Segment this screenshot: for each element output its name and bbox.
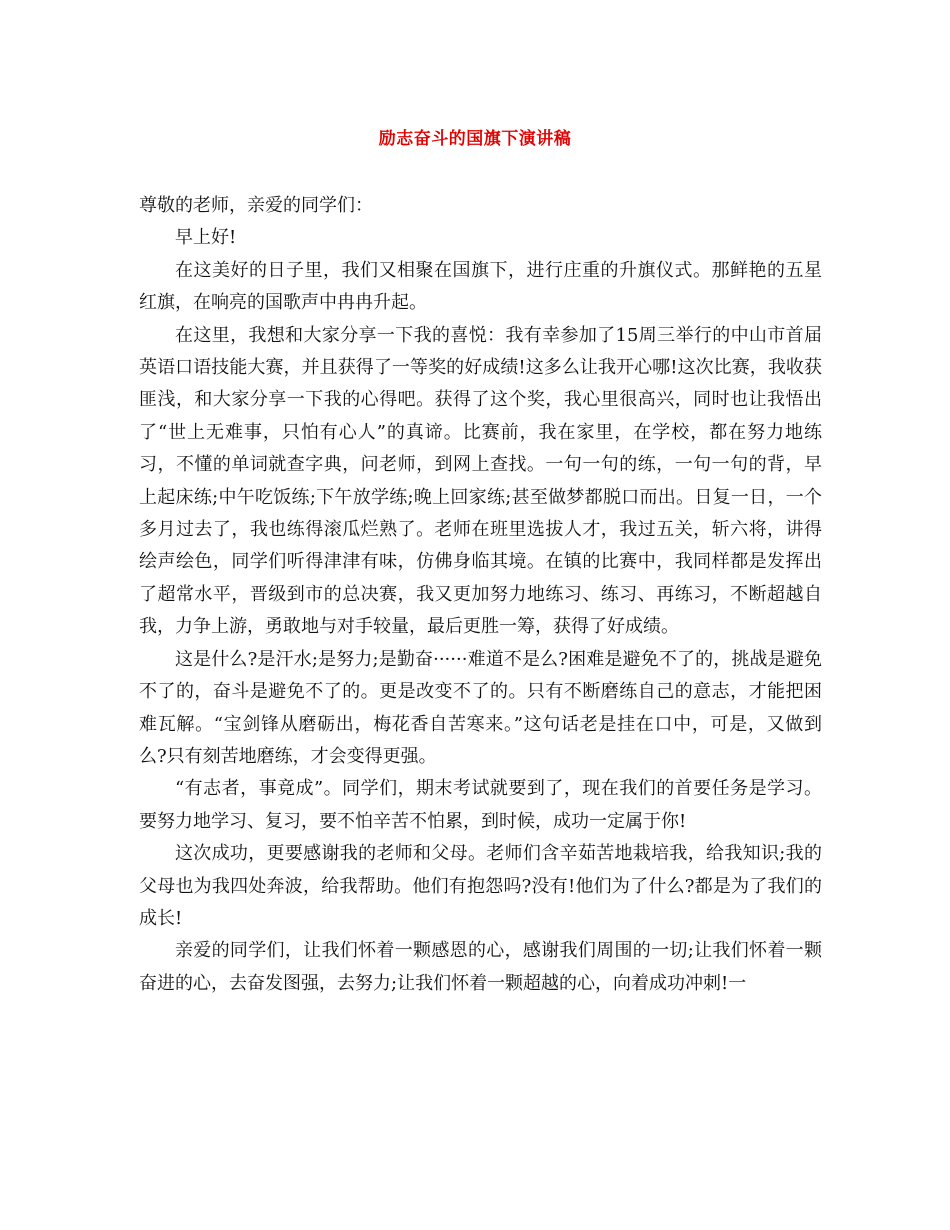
salutation: 尊敬的老师，亲爱的同学们： bbox=[139, 195, 373, 216]
paragraph-closing: 亲爱的同学们，让我们怀着一颗感恩的心，感谢我们周围的一切;让我们怀着一颗奋进的心，去奋发图强，去努力;让我们怀着一颗超越的心，向着成功冲刺!一 bbox=[139, 940, 822, 994]
paragraph-gratitude: 这次成功，更要感谢我的老师和父母。老师们含辛茹苦地栽培我，给我知识;我的父母也为我四处奔波，给我帮助。他们有抱怨吗?没有!他们为了什么?都是为了我们的成长! bbox=[139, 843, 822, 929]
paragraph-flag-raising: 在这美好的日子里，我们又相聚在国旗下，进行庄重的升旗仪式。那鲜艳的五星红旗，在响亮的国歌声中冉冉升起。 bbox=[139, 259, 822, 314]
document-title: 励志奋斗的国旗下演讲稿 bbox=[378, 129, 572, 149]
paragraph-exam: “有志者，事竟成”。同学们，期末考试就要到了，现在我们的首要任务是学习。要努力地学习、复习，要不怕辛苦不怕累，到时候，成功一定属于你! bbox=[139, 778, 822, 832]
paragraph-greeting: 早上好! bbox=[175, 227, 237, 249]
document-body bbox=[139, 190, 822, 1000]
paragraph-effort: 这是什么?是汗水;是努力;是勤奋······难道不是么?困难是避免不了的，挑战是避免不了的，奋斗是避免不了的。更是改变不了的。只有不断磨练自己的意志，才能把困难瓦解。“宝剑锋从磨砺出，梅花香自苦寒来。”这句话老是挂在口中，可是，又做到么?只有刻苦地磨练，才会变得更强。 bbox=[139, 648, 822, 767]
paragraph-competition: 在这里，我想和大家分享一下我的喜悦：我有幸参加了15周三举行的中山市首届英语口语技能大赛，并且获得了一等奖的好成绩!这多么让我开心哪!这次比赛，我收获匪浅，和大家分享一下我的心得吧。获得了这个奖，我心里很高兴，同时也让我悟出了“世上无难事，只怕有心人”的真谛。比赛前，我在家里，在学校，都在努力地练习，不懂的单词就查字典，问老师，到网上查找。一句一句的练，一句一句的背，早上起床练;中午吃饭练;下午放学练;晚上回家练;甚至做梦都脱口而出。日复一日，一个多月过去了，我也练得滚瓜烂熟了。老师在班里选拔人才，我过五关，斩六将，讲得绘声绘色，同学们听得津津有味，仿佛身临其境。在镇的比赛中，我同样都是发挥出了超常水平，晋级到市的总决赛，我又更加努力地练习、练习、再练习，不断超越自我，力争上游，勇敢地与对手较量，最后更胜一筹，获得了好成绩。 bbox=[139, 324, 822, 638]
